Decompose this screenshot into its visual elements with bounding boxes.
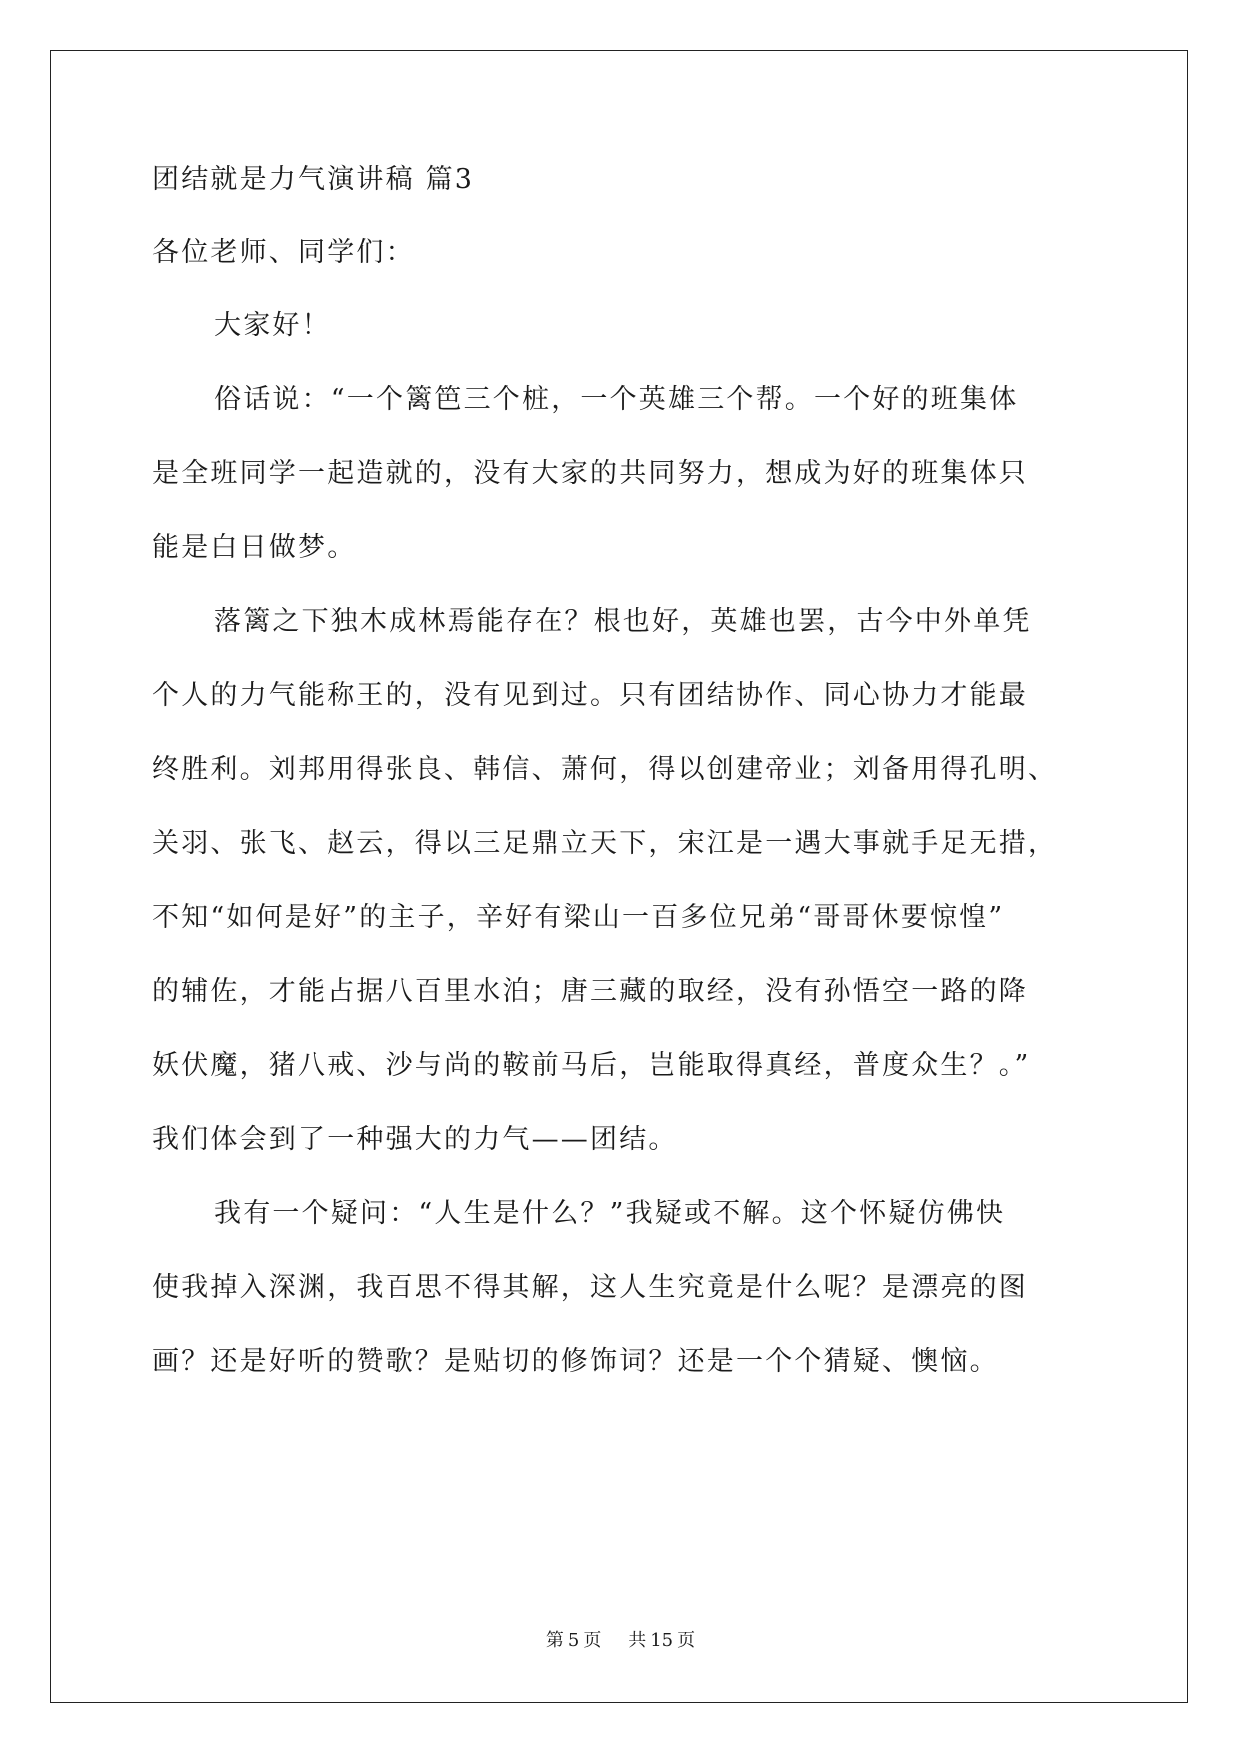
paragraph-line: 俗话说：“一个篱笆三个桩，一个英雄三个帮。一个好的班集体 xyxy=(214,384,1019,415)
page-prefix: 第 xyxy=(545,1630,564,1651)
paragraph-line: 关羽、张飞、赵云，得以三足鼎立天下，宋江是一遇大事就手足无措， xyxy=(152,828,1058,859)
total-suffix: 页 xyxy=(677,1630,696,1651)
paragraph-line: 画？还是好听的赞歌？是贴切的修饰词？还是一个个猜疑、懊恼。 xyxy=(152,1346,999,1377)
paragraph-line: 是全班同学一起造就的，没有大家的共同努力，想成为好的班集体只 xyxy=(152,458,1028,489)
paragraph-line: 的辅佐，才能占据八百里水泊；唐三藏的取经，没有孙悟空一路的降 xyxy=(152,976,1028,1007)
paragraph-line: 不知“如何是好”的主子，辛好有梁山一百多位兄弟“哥哥休要惊惶” xyxy=(152,902,1005,933)
page-footer xyxy=(0,1626,1241,1652)
paragraph-line: 大家好！ xyxy=(214,310,331,341)
total-prefix: 共 xyxy=(628,1630,647,1651)
paragraph-line: 终胜利。刘邦用得张良、韩信、萧何，得以创建帝业；刘备用得孔明、 xyxy=(152,754,1058,785)
paragraph-line: 妖伏魔，猪八戒、沙与尚的鞍前马后，岂能取得真经，普度众生？。” xyxy=(152,1050,1031,1081)
paragraph-line: 我们体会到了一种强大的力气——团结。 xyxy=(152,1124,678,1155)
total-pages: 15 xyxy=(650,1630,674,1651)
paragraph-line: 能是白日做梦。 xyxy=(152,532,357,563)
paragraph-line: 使我掉入深渊，我百思不得其解，这人生究竟是什么呢？是漂亮的图 xyxy=(152,1272,1028,1303)
document-body xyxy=(152,162,1092,1380)
page-suffix: 页 xyxy=(583,1630,602,1651)
page-number: 5 xyxy=(567,1630,580,1651)
paragraph-line: 我有一个疑问：“人生是什么？”我疑或不解。这个怀疑仿佛快 xyxy=(214,1198,1006,1229)
greeting-line: 各位老师、同学们： xyxy=(152,237,415,268)
paragraph-line: 个人的力气能称王的，没有见到过。只有团结协作、同心协力才能最 xyxy=(152,680,1028,711)
paragraph-line: 落篱之下独木成林焉能存在？根也好，英雄也罢，古今中外单凭 xyxy=(214,606,1032,637)
document-heading: 团结就是力气演讲稿 篇3 xyxy=(152,164,475,195)
